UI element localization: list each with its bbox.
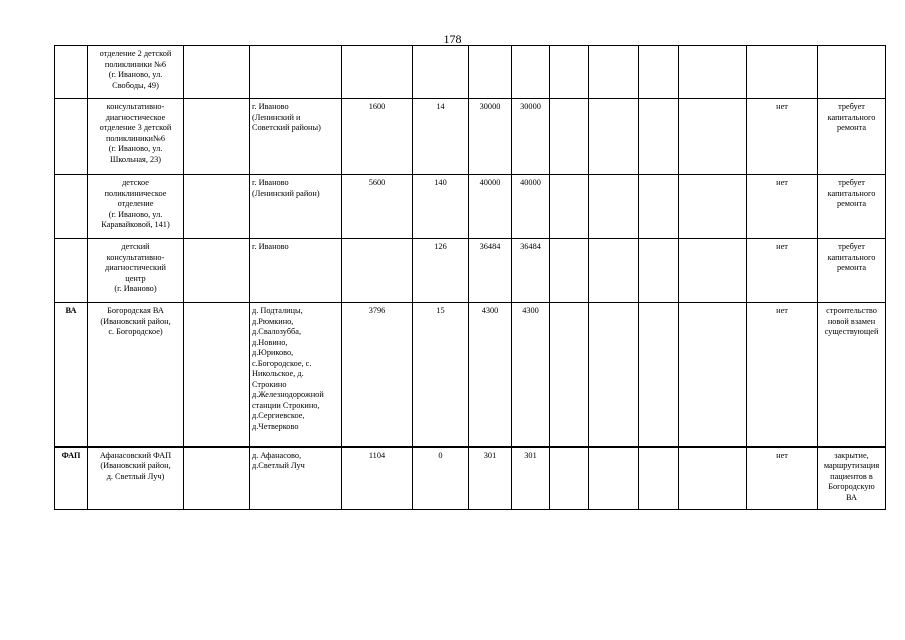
empty-cell xyxy=(679,239,747,303)
note-line: существующей xyxy=(824,327,879,336)
note-cell xyxy=(818,175,886,239)
service-area-line: с.Богородское, с. xyxy=(252,358,312,368)
table-row xyxy=(55,239,886,303)
service-area-line: (Ленинский и xyxy=(252,112,301,122)
facility-name-line: Свободы, 49) xyxy=(112,80,159,90)
facility-name-line: отделение xyxy=(117,199,154,208)
value-cell: 36484 xyxy=(469,239,512,303)
table-row xyxy=(55,99,886,175)
note-line: требует xyxy=(838,242,865,251)
page-number: 178 xyxy=(443,32,462,46)
facility-name-line: диагностическое xyxy=(105,112,166,122)
empty-cell xyxy=(639,99,679,175)
empty-cell xyxy=(589,175,639,239)
note-cell xyxy=(818,447,886,510)
service-area-line: Строкино xyxy=(252,379,287,389)
empty-cell xyxy=(679,303,747,447)
population-cell xyxy=(342,239,413,303)
facility-name-cell xyxy=(88,99,184,175)
empty-cell xyxy=(639,303,679,447)
empty-cell xyxy=(184,303,250,447)
facility-name-line: отделение 2 детской xyxy=(99,49,172,58)
facility-type-cell: ВА xyxy=(55,303,88,447)
note-line: ВА xyxy=(845,492,857,502)
service-area-cell xyxy=(250,99,342,175)
facility-name-cell xyxy=(88,175,184,239)
facility-type-cell xyxy=(55,239,88,303)
service-area-line: д. Подталицы, xyxy=(252,306,303,315)
value-cell: 36484 xyxy=(512,239,550,303)
facility-name-line: диагностический xyxy=(105,263,166,272)
service-area-line: станции Строкино, xyxy=(252,400,320,410)
note-cell xyxy=(818,46,886,99)
facility-type-cell xyxy=(55,99,88,175)
value-cell: 4300 xyxy=(469,303,512,447)
facility-type-cell xyxy=(55,175,88,239)
note-line: капитального xyxy=(827,188,876,198)
empty-cell xyxy=(679,447,747,510)
service-area-line: д.Свалозубба, xyxy=(252,327,302,336)
capacity-cell: 126 xyxy=(413,239,469,303)
note-line: Богородскую xyxy=(828,482,875,491)
empty-cell xyxy=(550,303,589,447)
service-area-line: д.Светлый Луч xyxy=(252,461,305,470)
facility-name-line: д. Светлый Луч) xyxy=(106,471,165,481)
value-cell: 301 xyxy=(469,447,512,510)
service-area-line: Никольское, д. xyxy=(252,369,304,378)
empty-cell xyxy=(639,239,679,303)
empty-cell xyxy=(589,99,639,175)
empty-cell xyxy=(589,239,639,303)
empty-cell xyxy=(679,99,747,175)
value-cell: 40000 xyxy=(469,175,512,239)
empty-cell xyxy=(589,303,639,447)
facility-type-cell xyxy=(55,46,88,99)
facility-name-line: детский xyxy=(121,242,150,251)
note-cell xyxy=(818,99,886,175)
note-line: ремонта xyxy=(836,123,867,132)
facility-name-line: (г. Иваново) xyxy=(114,284,157,293)
note-line: закрытие, xyxy=(834,450,869,460)
value-cell: 30000 xyxy=(469,99,512,175)
service-area-line: д. Афанасово, xyxy=(252,450,302,460)
empty-cell xyxy=(550,46,589,99)
empty-cell xyxy=(550,99,589,175)
capacity-cell: 15 xyxy=(413,303,469,447)
service-area-line: д.Сергиевское, xyxy=(252,411,305,420)
service-area-line: д.Четверково xyxy=(252,421,299,431)
empty-cell xyxy=(550,175,589,239)
note-cell xyxy=(818,303,886,447)
facility-name-line: отделение 3 детской xyxy=(99,123,172,132)
value-cell: 30000 xyxy=(512,99,550,175)
facility-name-line: (г. Иваново, ул. xyxy=(108,144,163,153)
note-line: ремонта xyxy=(836,263,867,272)
empty-cell xyxy=(639,175,679,239)
facility-name-line: (г. Иваново, ул. xyxy=(108,70,163,79)
empty-cell xyxy=(184,447,250,510)
status-cell: нет xyxy=(747,175,818,239)
service-area-line: д.Рюмкино, xyxy=(252,316,294,326)
facility-name-cell xyxy=(88,303,184,447)
capacity-cell: 14 xyxy=(413,99,469,175)
facility-name-line: детское xyxy=(122,178,149,187)
facility-name-line: консультативно- xyxy=(106,252,165,262)
table-row xyxy=(55,447,886,510)
population-cell: 1104 xyxy=(342,447,413,510)
facility-name-line: Богородская ВА xyxy=(107,306,164,315)
service-area-cell xyxy=(250,239,342,303)
facility-name-line: Школьная, 23) xyxy=(109,154,162,164)
facility-name-line: (Ивановский район, xyxy=(100,316,171,326)
population-cell: 5600 xyxy=(342,175,413,239)
value-cell: 4300 xyxy=(512,303,550,447)
capacity-cell xyxy=(413,46,469,99)
value-cell xyxy=(512,46,550,99)
facility-name-line: (Ивановский район, xyxy=(100,461,171,470)
facility-name-line: поликлиническое xyxy=(104,188,167,198)
note-line: строительство xyxy=(826,306,877,315)
note-line: ремонта xyxy=(836,199,867,208)
service-area-line: Советский районы) xyxy=(252,123,321,132)
service-area-line: г. Иваново xyxy=(252,242,289,251)
service-area-line: д.Юриково, xyxy=(252,348,294,357)
note-line: новой взамен xyxy=(827,316,876,326)
facility-name-line: с. Богородское) xyxy=(108,327,163,336)
service-area-line: д.Новино, xyxy=(252,337,288,347)
service-area-cell xyxy=(250,447,342,510)
facility-name-line: центр xyxy=(125,273,146,283)
service-area-cell xyxy=(250,46,342,99)
status-cell: нет xyxy=(747,447,818,510)
status-cell: нет xyxy=(747,303,818,447)
status-cell: нет xyxy=(747,99,818,175)
empty-cell xyxy=(184,46,250,99)
facility-name-line: консультативно- xyxy=(106,102,165,111)
population-cell: 3796 xyxy=(342,303,413,447)
note-line: капитального xyxy=(827,112,876,122)
note-line: маршрутизация xyxy=(823,461,880,470)
table-row xyxy=(55,303,886,447)
service-area-line: (Ленинский район) xyxy=(252,188,320,198)
empty-cell xyxy=(639,447,679,510)
value-cell: 40000 xyxy=(512,175,550,239)
empty-cell xyxy=(184,99,250,175)
value-cell: 301 xyxy=(512,447,550,510)
empty-cell xyxy=(679,46,747,99)
empty-cell xyxy=(589,447,639,510)
note-cell xyxy=(818,239,886,303)
table-row xyxy=(55,46,886,99)
service-area-cell xyxy=(250,175,342,239)
facility-name-cell xyxy=(88,239,184,303)
empty-cell xyxy=(184,175,250,239)
facility-name-line: поликлиники №6 xyxy=(104,59,167,69)
facilities-table xyxy=(54,45,886,510)
capacity-cell: 140 xyxy=(413,175,469,239)
facility-name-cell xyxy=(88,46,184,99)
service-area-line: г. Иваново xyxy=(252,178,289,187)
facility-name-line: (г. Иваново, ул. xyxy=(108,209,163,219)
note-line: капитального xyxy=(827,252,876,262)
service-area-line: г. Иваново xyxy=(252,102,289,111)
service-area-cell xyxy=(250,303,342,447)
empty-cell xyxy=(679,175,747,239)
empty-cell xyxy=(589,46,639,99)
facility-name-line: поликлиники№6 xyxy=(105,133,166,143)
note-line: требует xyxy=(838,102,865,111)
population-cell xyxy=(342,46,413,99)
note-line: требует xyxy=(838,178,865,187)
empty-cell xyxy=(184,239,250,303)
status-cell: нет xyxy=(747,239,818,303)
empty-cell xyxy=(550,239,589,303)
service-area-line: д.Железнодорожной xyxy=(252,390,324,399)
capacity-cell: 0 xyxy=(413,447,469,510)
facility-name-line: Афанасовский ФАП xyxy=(99,450,172,460)
value-cell xyxy=(469,46,512,99)
population-cell: 1600 xyxy=(342,99,413,175)
facility-name-cell xyxy=(88,447,184,510)
facility-type-cell: ФАП xyxy=(55,447,88,510)
status-cell xyxy=(747,46,818,99)
table-row xyxy=(55,175,886,239)
empty-cell xyxy=(550,447,589,510)
facility-name-line: Каравайковой, 141) xyxy=(101,220,170,229)
empty-cell xyxy=(639,46,679,99)
note-line: пациентов в xyxy=(830,471,873,481)
